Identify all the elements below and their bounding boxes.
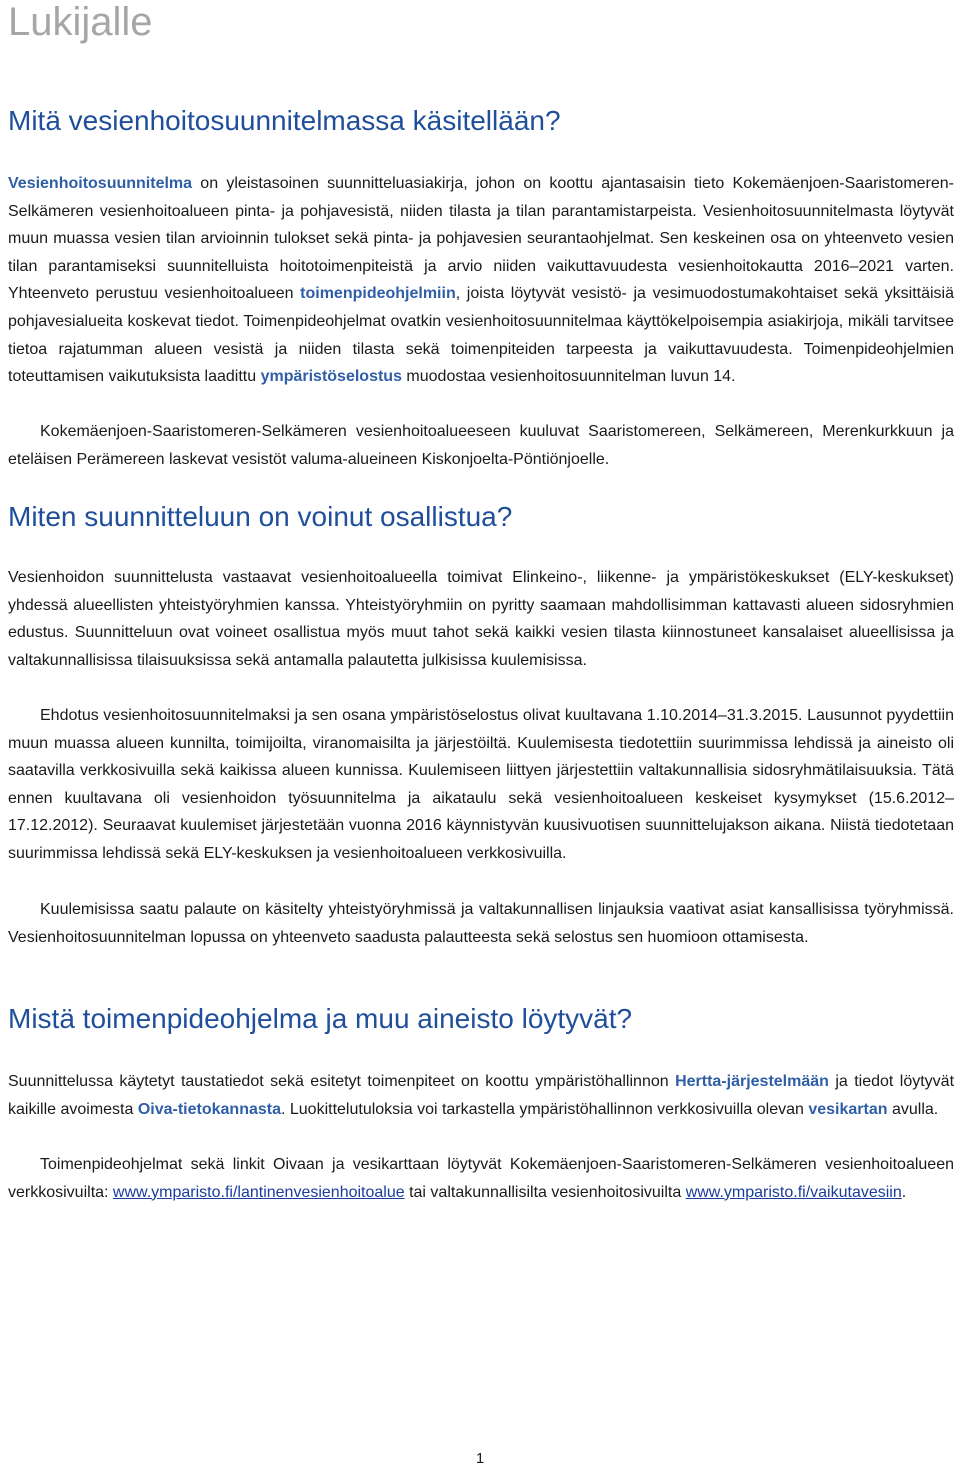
section2-paragraph-1: Vesienhoidon suunnittelusta vastaavat vesienhoitoalueella toimivat Elinkeino-, liikenne- ja ympäristökeskukset (ELY-keskukset) yhdessä alueellisten yhteistyöryhmien kanssa. Yhteistyöryhmiin on pyritty saamaan mahdollisimman kattavasti alueen sidosryhmien edustus. Suunnitteluun ovat voineet osallistua myös muut tahot sekä kaikki vesien tilasta kiinnostuneet kansalaiset alueellisissa ja valtakunnallisissa tilaisuuksissa sekä antamalla palautetta julkisissa kuulemisissa. [8, 569, 954, 669]
paragraph-text: Suunnittelussa käytetyt taustatiedot sekä esitetyt toimenpiteet on koottu ympäristöhallinnon [8, 1073, 676, 1090]
paragraph-text: . [901, 1183, 907, 1201]
term-ymparistoselostus: ympäristöselostus [260, 368, 402, 386]
national-website-link[interactable]: www.ymparisto.fi/vaikutavesiin [685, 1183, 902, 1201]
term-vesienhoitosuunnitelma: Vesienhoitosuunnitelma [8, 175, 193, 192]
section-heading-materials: Mistä toimenpideohjelma ja muu aineisto löytyvät? [8, 1003, 633, 1034]
paragraph-text: , joista löytyvät vesistö- ja vesimuodostumakohtaiset sekä yksittäisiä pohjavesialueita koskevat tiedot. Toimenpideohjelmat ovatkin vesienhoitosuunnitelmaa käyttökelpoisempia asiakirjoja, mikäli tarvitsee tietoa rajatumman alueen vesistä ja niiden tilasta sekä toimenpiteiden tarpeesta ja vaikuttavuudesta. Toimenpideohjelmien toteuttamisen vaikutuksista laadittu [8, 285, 954, 386]
paragraph-text: avulla. [887, 1100, 939, 1118]
section-heading-what: Mitä vesienhoitosuunnitelmassa käsitellään? [8, 105, 561, 136]
page-number: 1 [475, 1450, 485, 1467]
regional-website-link[interactable]: www.ymparisto.fi/lantinenvesienhoitoalue [112, 1183, 405, 1201]
section1-paragraph-1 [8, 170, 954, 391]
term-hertta-link[interactable]: Hertta-järjestelmään [675, 1073, 829, 1090]
term-oiva-link[interactable]: Oiva-tietokannasta [137, 1100, 281, 1118]
paragraph-text: . Luokittelutuloksia voi tarkastella ympäristöhallinnon verkkosivuilla olevan [280, 1100, 809, 1118]
section3-paragraph-2 [8, 1151, 954, 1206]
paragraph-text: on yleistasoinen suunnitteluasiakirja, johon on koottu ajantasaisin tieto Kokemäenjoen-Saaristomeren-Selkämeren vesienhoitoalueen pinta- ja pohjavesistä, niiden tilasta ja tilan parantamistarpeista. Vesienhoitosuunnitelmasta löytyvät muun muassa vesien tilan arvioinnin tulokset sekä pinta- ja pohjavesien seurantaohjelmat. Sen keskeinen osa on yhteenveto vesien tilan parantamiseksi suunnitelluista hoitotoimenpiteistä ja arvio niiden vaikuttavuudesta vesienhoitokautta 2016–2021 varten. Yhteenveto perustuu vesienhoitoalueen [8, 175, 954, 303]
paragraph-text: muodostaa vesienhoitosuunnitelman luvun 14. [401, 368, 736, 386]
section2-paragraph-2: Ehdotus vesienhoitosuunnitelmaksi ja sen osana ympäristöselostus olivat kuultavana 1.10.2014–31.3.2015. Lausunnot pyydettiin muun muassa alueen kunnilta, toimijoilta, viranomaisilta ja järjestöiltä. Kuulemisesta tiedotettiin suurimmissa lehdissä ja aineisto oli saatavilla verkkosivuilla sekä kaikissa alueen kunnissa. Kuulemiseen liittyen järjestettiin valtakunnallisia sidosryhmätilaisuuksia. Tätä ennen kuultavana oli vesienhoidon työsuunnitelma ja aikataulu sekä vesienhoitoalueen keskeiset kysymykset (15.6.2012–17.12.2012). Seuraavat kuulemiset järjestetään vuonna 2016 käynnistyvän kuusivuotisen suunnittelujakson aikana. Niistä tiedotetaan suurimmissa lehdissä sekä ELY-keskuksen ja vesienhoitoalueen verkkosivuilla. [8, 707, 954, 862]
term-toimenpideohjelmiin: toimenpideohjelmiin [300, 285, 456, 303]
paragraph-text: tai valtakunnallisilta vesienhoitosivuilta [404, 1183, 686, 1201]
term-vesikartta-link[interactable]: vesikartan [808, 1100, 888, 1118]
paragraph-text: ja tiedot löytyvät kaikille avoimesta [8, 1073, 955, 1118]
paragraph-text: Toimenpideohjelmat sekä linkit Oivaan ja vesikarttaan löytyvät Kokemäenjoen-Saaristomeren-Selkämeren vesienhoitoalueen verkkosivuilta: [8, 1156, 954, 1201]
section2-paragraph-3: Kuulemisissa saatu palaute on käsitelty yhteistyöryhmissä ja valtakunnallisen linjauksia vaativat asiat kansallisissa työryhmissä. Vesienhoitosuunnitelman lopussa on yhteenveto saadusta palautteesta sekä selostus sen huomioon ottamisesta. [8, 901, 954, 946]
section1-paragraph-2: Kokemäenjoen-Saaristomeren-Selkämeren vesienhoitoalueeseen kuuluvat Saaristomereen, Selkämereen, Merenkurkkuun ja eteläisen Perämereen laskevat vesistöt valuma-alueineen Kiskonjoelta-Pöntiönjoelle. [8, 423, 954, 468]
page-title: Lukijalle [8, 0, 153, 44]
section-heading-participation: Miten suunnitteluun on voinut osallistua? [8, 501, 513, 532]
section3-paragraph-1 [8, 1068, 954, 1123]
